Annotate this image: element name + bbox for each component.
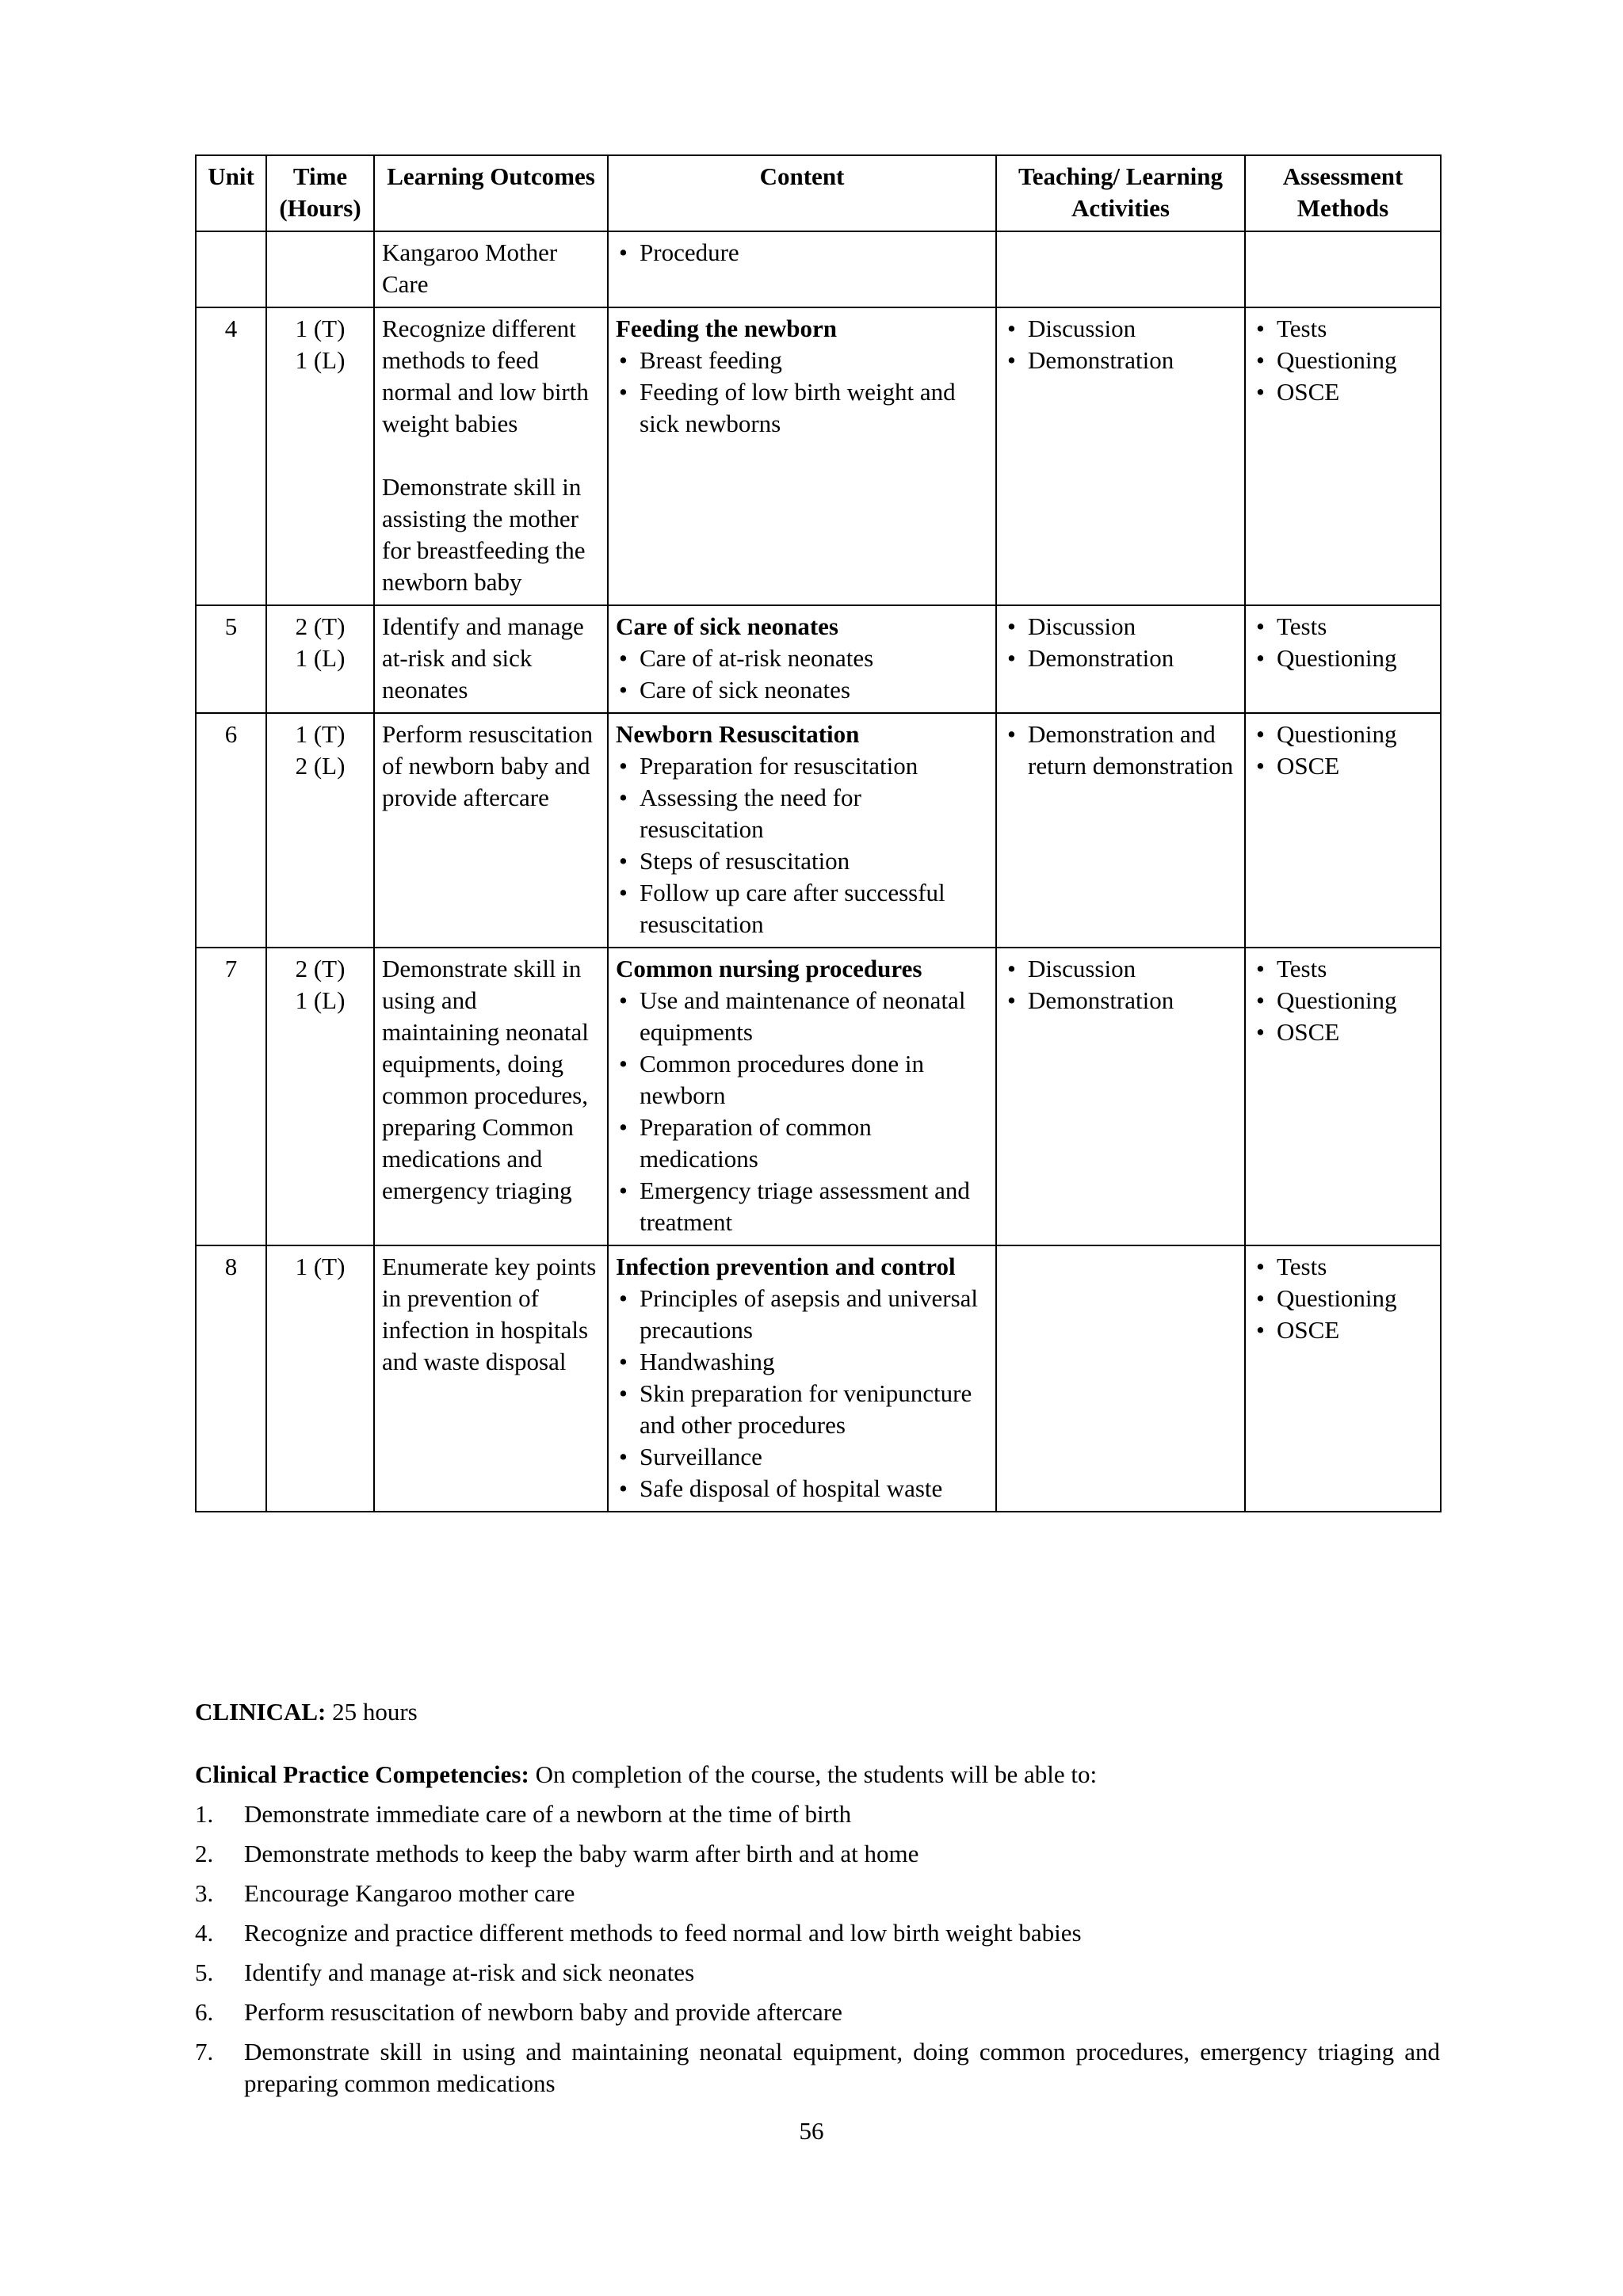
content-item: • Assessing the need for resuscitation [616, 782, 988, 845]
competency-text: Recognize and practice different methods to feed normal and low birth weight babies [244, 1919, 1082, 1947]
assessment-item: • OSCE [1253, 750, 1433, 782]
activities-list [1004, 611, 1237, 674]
assessment-cell [1245, 605, 1441, 713]
assessment-item: • Questioning [1253, 1283, 1433, 1314]
content-item: • Surveillance [616, 1441, 988, 1473]
competency-text: Demonstrate methods to keep the baby warm after birth and at home [244, 1840, 919, 1867]
activity-item: • Discussion [1004, 953, 1237, 985]
time-value: 1 (L) [295, 346, 346, 374]
activities-cell [996, 231, 1245, 307]
learning-outcomes-cell [374, 948, 608, 1245]
content-item: • Feeding of low birth weight and sick newborns [616, 376, 988, 440]
content-item: • Skin preparation for venipuncture and other procedures [616, 1378, 988, 1441]
time-cell [266, 713, 374, 948]
unit-cell: 7 [196, 948, 266, 1245]
time-cell [266, 231, 374, 307]
competency-item [195, 1917, 1440, 1949]
competency-number: 1. [195, 1800, 214, 1828]
activities-list [1004, 953, 1237, 1016]
assessment-cell [1245, 948, 1441, 1245]
time-value: 1 (T) [295, 720, 346, 748]
header-assessment-methods: Assessment Methods [1245, 155, 1441, 231]
page-number: 56 [799, 2117, 824, 2145]
content-topic-title: Infection prevention and control [616, 1253, 956, 1280]
assessment-list [1253, 719, 1433, 782]
header-unit: Unit [196, 155, 266, 231]
competency-number: 3. [195, 1879, 214, 1907]
assessment-item: • Tests [1253, 1251, 1433, 1283]
time-value: 2 (T) [295, 955, 346, 982]
clinical-label: CLINICAL: [195, 1698, 327, 1726]
content-topic-title: Feeding the newborn [616, 315, 837, 342]
assessment-cell [1245, 1245, 1441, 1512]
content-topic-title: Care of sick neonates [616, 612, 838, 640]
content-item: • Common procedures done in newborn [616, 1048, 988, 1112]
content-item: • Principles of asepsis and universal precautions [616, 1283, 988, 1346]
content-item: • Safe disposal of hospital waste [616, 1473, 988, 1505]
activities-cell [996, 307, 1245, 605]
content-item: • Preparation of common medications [616, 1112, 988, 1175]
competencies-intro: On completion of the course, the students will be able to: [535, 1760, 1098, 1788]
competency-text: Demonstrate skill in using and maintaining neonatal equipment, doing common procedures, emergency triaging and preparing common medications [244, 2038, 1440, 2097]
assessment-list [1253, 1251, 1433, 1346]
content-topic-title: Newborn Resuscitation [616, 720, 860, 748]
content-list [616, 750, 988, 940]
time-value: 2 (T) [295, 612, 346, 640]
learning-outcome: Identify and manage at-risk and sick neonates [382, 612, 584, 704]
activity-item: • Demonstration [1004, 345, 1237, 376]
assessment-item: • OSCE [1253, 1314, 1433, 1346]
content-item: • Emergency triage assessment and treatment [616, 1175, 988, 1238]
assessment-cell [1245, 231, 1441, 307]
content-topic-title: Common nursing procedures [616, 955, 922, 982]
content-item: • Procedure [616, 237, 988, 269]
clinical-hours-line [195, 1696, 418, 1728]
competency-item [195, 1957, 1440, 1989]
activity-item: • Demonstration and return demonstration [1004, 719, 1237, 782]
competency-item [195, 1997, 1440, 2028]
header-time: Time (Hours) [266, 155, 374, 231]
competency-text: Demonstrate immediate care of a newborn at the time of birth [244, 1800, 852, 1828]
unit-cell: 4 [196, 307, 266, 605]
assessment-item: • OSCE [1253, 376, 1433, 408]
activity-item: • Discussion [1004, 313, 1237, 345]
assessment-item: • Tests [1253, 611, 1433, 643]
competency-number: 7. [195, 2038, 214, 2065]
activities-list [1004, 719, 1237, 782]
competency-number: 2. [195, 1840, 214, 1867]
competency-text: Perform resuscitation of newborn baby and provide aftercare [244, 1998, 842, 2026]
learning-outcome: Enumerate key points in prevention of infection in hospitals and waste disposal [382, 1253, 597, 1375]
content-list [616, 985, 988, 1238]
learning-outcome: Kangaroo Mother Care [382, 238, 558, 298]
table-row [196, 605, 1441, 713]
time-value: 2 (L) [295, 752, 346, 780]
header-learning-outcomes: Learning Outcomes [374, 155, 608, 231]
competency-list [195, 1798, 1440, 2107]
content-item: • Care of sick neonates [616, 674, 988, 706]
competency-text: Encourage Kangaroo mother care [244, 1879, 575, 1907]
content-item: • Follow up care after successful resuscitation [616, 877, 988, 940]
time-cell [266, 307, 374, 605]
assessment-cell [1245, 307, 1441, 605]
content-cell [608, 231, 996, 307]
learning-outcomes-cell [374, 1245, 608, 1512]
assessment-item: • Tests [1253, 313, 1433, 345]
table-body [196, 231, 1441, 1512]
activity-item: • Discussion [1004, 611, 1237, 643]
learning-outcome: Recognize different methods to feed normal and low birth weight babies [382, 315, 589, 437]
assessment-item: • Questioning [1253, 985, 1433, 1016]
competencies-label: Clinical Practice Competencies: [195, 1760, 529, 1788]
competencies-intro-line [195, 1759, 1440, 1791]
content-list [616, 643, 988, 706]
table-row [196, 231, 1441, 307]
time-cell [266, 605, 374, 713]
unit-cell: 6 [196, 713, 266, 948]
content-cell [608, 948, 996, 1245]
activities-cell [996, 605, 1245, 713]
time-value: 1 (T) [295, 315, 346, 342]
assessment-list [1253, 611, 1433, 674]
content-cell [608, 1245, 996, 1512]
content-list [616, 237, 988, 269]
table-row [196, 713, 1441, 948]
clinical-hours: 25 hours [332, 1698, 418, 1726]
learning-outcome: Perform resuscitation of newborn baby and provide aftercare [382, 720, 594, 811]
table-row [196, 307, 1441, 605]
assessment-list [1253, 313, 1433, 408]
competency-item [195, 1798, 1440, 1830]
time-value: 1 (L) [295, 986, 346, 1014]
competency-number: 5. [195, 1958, 214, 1986]
activity-item: • Demonstration [1004, 643, 1237, 674]
table-header-row [196, 155, 1441, 231]
content-list [616, 1283, 988, 1505]
content-item: • Use and maintenance of neonatal equipments [616, 985, 988, 1048]
learning-outcomes-cell [374, 605, 608, 713]
activities-cell [996, 948, 1245, 1245]
table-row [196, 1245, 1441, 1512]
table-row [196, 948, 1441, 1245]
curriculum-table [195, 154, 1442, 1512]
unit-cell [196, 231, 266, 307]
activity-item: • Demonstration [1004, 985, 1237, 1016]
competency-item [195, 2036, 1440, 2100]
learning-outcomes-cell [374, 713, 608, 948]
competency-item [195, 1878, 1440, 1909]
unit-cell: 8 [196, 1245, 266, 1512]
assessment-item: • Questioning [1253, 719, 1433, 750]
activities-cell [996, 713, 1245, 948]
time-cell [266, 1245, 374, 1512]
content-item: • Preparation for resuscitation [616, 750, 988, 782]
assessment-item: • Questioning [1253, 345, 1433, 376]
assessment-item: • OSCE [1253, 1016, 1433, 1048]
content-list [616, 345, 988, 440]
competency-number: 6. [195, 1998, 214, 2026]
learning-outcome: Demonstrate skill in assisting the mother for breastfeeding the newborn baby [382, 473, 586, 596]
header-content: Content [608, 155, 996, 231]
content-cell [608, 713, 996, 948]
unit-cell: 5 [196, 605, 266, 713]
activities-list [1004, 313, 1237, 376]
competency-number: 4. [195, 1919, 214, 1947]
content-item: • Handwashing [616, 1346, 988, 1378]
time-value: 1 (L) [295, 644, 346, 672]
competency-text: Identify and manage at-risk and sick neonates [244, 1958, 695, 1986]
header-teaching-activities: Teaching/ Learning Activities [996, 155, 1245, 231]
assessment-item: • Questioning [1253, 643, 1433, 674]
competency-item [195, 1838, 1440, 1870]
learning-outcomes-cell [374, 231, 608, 307]
assessment-list [1253, 953, 1433, 1048]
time-value: 1 (T) [295, 1253, 346, 1280]
content-cell [608, 307, 996, 605]
activities-cell [996, 1245, 1245, 1512]
content-item: • Breast feeding [616, 345, 988, 376]
content-cell [608, 605, 996, 713]
content-item: • Care of at-risk neonates [616, 643, 988, 674]
time-cell [266, 948, 374, 1245]
assessment-cell [1245, 713, 1441, 948]
learning-outcomes-cell [374, 307, 608, 605]
assessment-item: • Tests [1253, 953, 1433, 985]
content-item: • Steps of resuscitation [616, 845, 988, 877]
learning-outcome: Demonstrate skill in using and maintaining neonatal equipments, doing common procedures, preparing Common medications and emergency triaging [382, 955, 589, 1204]
